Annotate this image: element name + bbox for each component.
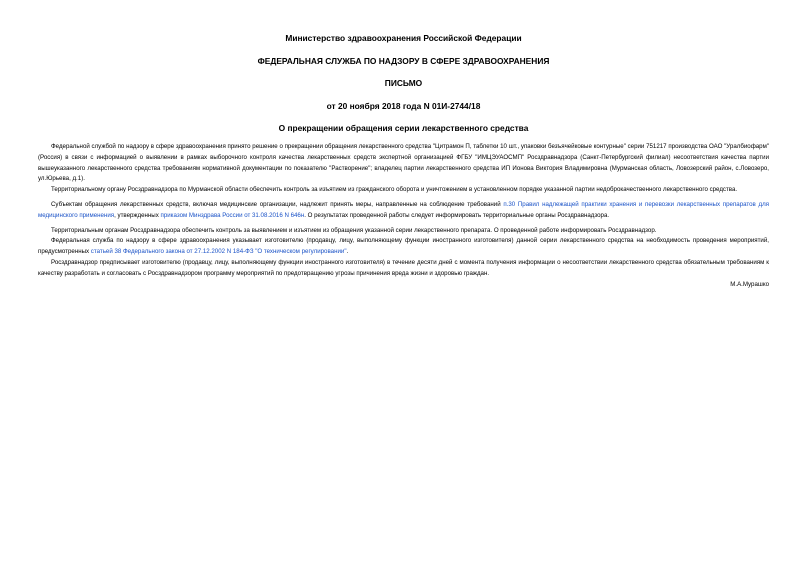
- paragraph-manufacturer-text-2: .: [346, 248, 349, 256]
- federal-law-link[interactable]: статьей 38 Федерального закона от 27.12.2002 N 184-ФЗ "О техническом регулировании": [90, 248, 347, 256]
- document-page: [38, 33, 769, 290]
- paragraph-territorial-control: Территориальным органам Росздравнадзора обеспечить контроль за выявлением и изъятием из обращения указанной серии лекарственного препарата. О проведенной работе информировать Росздравнадзор.: [51, 226, 657, 234]
- paragraph-subjects: [38, 200, 769, 222]
- paragraph-subjects-text-3: . О результатах проведенной работы следует информировать территориальные органы Росздравнадзора.: [304, 211, 610, 219]
- document-type: ПИСЬМО: [384, 78, 423, 88]
- document-body: [38, 142, 769, 290]
- paragraph-subjects-text-1: Субъектам обращения лекарственных средств, включая медицинские организации, надлежит принять меры, направленные на соблюдение требований: [51, 200, 504, 208]
- document-date-number: от 20 ноября 2018 года N 01И-2744/18: [326, 101, 481, 111]
- paragraph-manufacturer-measures: [38, 236, 769, 258]
- service-heading: ФЕДЕРАЛЬНАЯ СЛУЖБА ПО НАДЗОРУ В СФЕРЕ ЗДРАВООХРАНЕНИЯ: [257, 56, 550, 66]
- paragraph-subjects-text-2: , утвержденных: [114, 211, 161, 219]
- document-title: О прекращении обращения серии лекарственного средства: [278, 123, 529, 133]
- ministry-heading: Министерство здравоохранения Российской Федерации: [285, 33, 522, 43]
- storage-rules-link[interactable]: п.30 Правил надлежащей практики хранения и перевозки лекарственных препаратов для медицинского применения: [38, 200, 769, 219]
- ministry-order-link[interactable]: приказом Минздрава России от 31.08.2016 N 646н: [160, 211, 305, 219]
- paragraph-prescription: Росздравнадзор предписывает изготовителю (продавцу, лицу, выполняющему функции иностранного изготовителя) в течение десяти дней с момента получения информации о несоответствии лекарственного средства обязательным требованиям к качеству разработать и согласовать с Росздравнадзором программу мероприятий по предотвращению угрозы причинения вреда жизни и здоровью граждан.: [38, 258, 769, 277]
- paragraph-murmansk-control: Территориальному органу Росздравнадзора по Мурманской области обеспечить контроль за изъятием из гражданского оборота и уничтожением в установленном порядке указанной партии недоброкачественного лекарственного средства.: [51, 186, 738, 194]
- paragraph-decision: Федеральной службой по надзору в сфере здравоохранения принято решение о прекращении обращения лекарственного средства "Цитрамон П, таблетки 10 шт., упаковки безъячейковые контурные" серии 751217 производства ОАО "Уралбиофарм" (Россия) в связи с информацией о выявлении в рамках выборочного контроля качества лекарственных средств экспертной организацией ФГБУ "ИМЦЭУАОСМП" Росздравнадзора (Санкт-Петербургский филиал) несоответствия качества партии вышеуказанного лекарственного средства требованиям нормативной документации по показателю "Растворение"; владелец партии лекарственного средства ИП Ионова Виктория Владимировна (Мурманская область, Ловозерский район, с.Ловозеро, ул.Юрьева, д.1).: [38, 143, 769, 183]
- paragraph-manufacturer-text-1: Федеральная служба по надзору в сфере здравоохранения указывает изготовителю (продавцу, лицу, выполняющему функции иностранного изготовителя) данной серии лекарственного средства на необходимость проведения мероприятий, предусмотренных: [38, 237, 769, 256]
- signature: М.А.Мурашко: [730, 280, 769, 288]
